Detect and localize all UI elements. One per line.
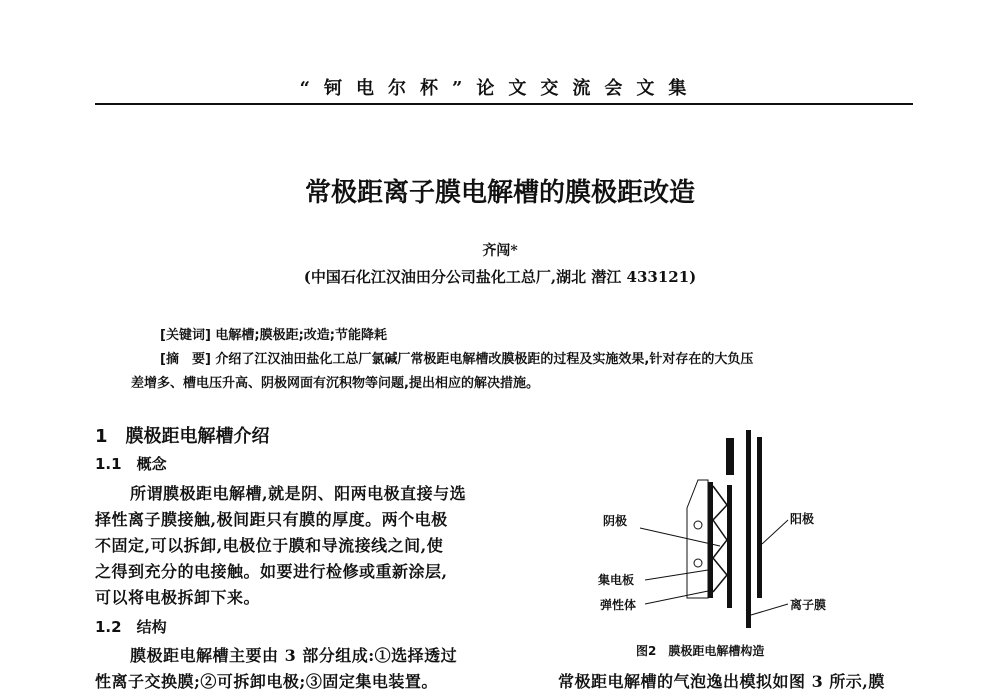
body-line: 膜极距电解槽主要由 3 部分组成:①选择透过 bbox=[130, 646, 458, 665]
body-line: 所谓膜极距电解槽,就是阴、阳两电极直接与选 bbox=[130, 484, 467, 503]
label-anode: 阳极 bbox=[790, 512, 815, 526]
paper-title: 常极距离子膜电解槽的膜极距改造 bbox=[304, 178, 695, 208]
top-block bbox=[726, 438, 734, 475]
section-heading: 1 膜极距电解槽介绍 bbox=[95, 426, 270, 447]
anode-bar bbox=[757, 437, 762, 598]
hole bbox=[694, 559, 702, 567]
leader-line bbox=[762, 520, 788, 544]
elastic-body bbox=[713, 486, 727, 592]
leader-line bbox=[645, 590, 713, 604]
figure-caption: 图2 膜极距电解槽构造 bbox=[636, 644, 765, 658]
membrane-bar bbox=[746, 430, 751, 628]
leader-line bbox=[751, 604, 788, 615]
hole bbox=[694, 521, 702, 529]
subsection-heading: 1.1 概念 bbox=[95, 455, 167, 473]
body-line: 可以将电极拆卸下来。 bbox=[95, 588, 261, 607]
body-line: 择性离子膜接触,极间距只有膜的厚度。两个电极 bbox=[95, 510, 448, 529]
collector-plate bbox=[708, 482, 713, 598]
leader-line bbox=[645, 570, 708, 580]
cathode-mesh bbox=[727, 485, 732, 608]
abstract-line: [摘 要] 介绍了江汉油田盐化工总厂氯碱厂常极距电解槽改膜极距的过程及实施效果,针对存在的大负压 bbox=[160, 352, 754, 367]
keywords: [关键词] 电解槽;膜极距;改造;节能降耗 bbox=[160, 328, 388, 343]
label-cathode: 阴极 bbox=[603, 514, 628, 528]
label-membrane: 离子膜 bbox=[790, 598, 827, 612]
label-elastic: 弹性体 bbox=[600, 598, 637, 612]
abstract-line: 差增多、槽电压升高、阴极网面有沉积物等问题,提出相应的解决措施。 bbox=[131, 376, 539, 391]
body-line: 不固定,可以拆卸,电极位于膜和导流接线之间,使 bbox=[95, 536, 444, 555]
body-line: 性离子交换膜;②可拆卸电极;③固定集电装置。 bbox=[95, 672, 438, 691]
subsection-heading: 1.2 结构 bbox=[95, 618, 167, 636]
author: 齐闯* bbox=[482, 243, 518, 259]
label-collector: 集电板 bbox=[598, 573, 635, 587]
running-header: “钶电尔杯”论文交流会文集 bbox=[299, 78, 701, 99]
body-line: 之得到充分的电接触。如要进行检修或重新涂层, bbox=[95, 562, 448, 581]
body-line: 常极距电解槽的气泡逸出模拟如图 3 所示,膜 bbox=[558, 672, 885, 691]
affiliation: (中国石化江汉油田分公司盐化工总厂,湖北 潜江 433121) bbox=[303, 268, 697, 286]
